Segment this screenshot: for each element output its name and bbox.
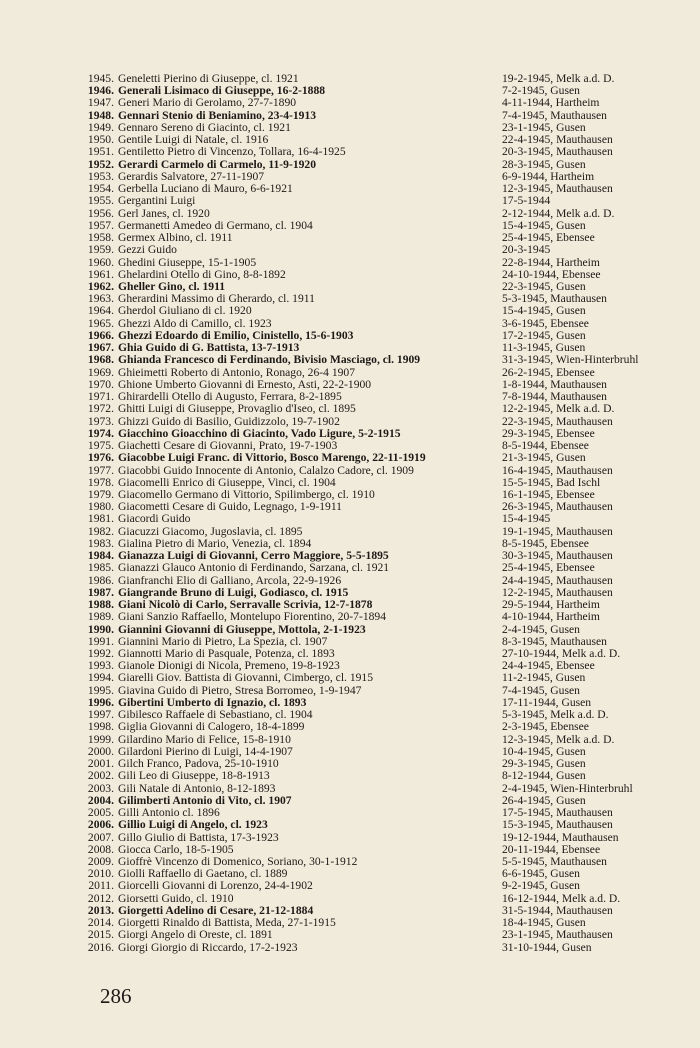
entry-death: 7-2-1945, Gusen bbox=[502, 85, 580, 98]
list-item bbox=[74, 868, 674, 880]
list-item bbox=[74, 416, 674, 428]
entry-number: 2012. bbox=[87, 891, 114, 905]
entry-death: 17-11-1944, Gusen bbox=[502, 696, 592, 709]
entry-person: Gillo Giulio di Battista, 17-3-1923 bbox=[118, 831, 279, 844]
entry-death: 17-5-1945, Mauthausen bbox=[502, 807, 613, 820]
entry-number: 1993. bbox=[87, 659, 114, 673]
list-item bbox=[74, 134, 674, 146]
entry-death: 6-9-1944, Hartheim bbox=[502, 170, 595, 183]
entry-number: 1991. bbox=[87, 634, 114, 648]
list-item bbox=[74, 770, 674, 782]
list-item bbox=[74, 342, 674, 354]
list-item bbox=[74, 208, 674, 220]
entry-number: 1971. bbox=[87, 390, 114, 404]
entry-person: Gennaro Sereno di Giacinto, cl. 1921 bbox=[118, 121, 291, 134]
entry-person: Gili Natale di Antonio, 8-12-1893 bbox=[118, 782, 276, 795]
entry-death: 17-5-1944 bbox=[502, 195, 551, 208]
entry-death: 7-4-1945, Mauthausen bbox=[502, 109, 607, 122]
list-item bbox=[74, 721, 674, 733]
list-item bbox=[74, 489, 674, 501]
entry-person: Giocca Carlo, 18-5-1905 bbox=[118, 843, 234, 856]
entry-person: Giorgi Angelo di Oreste, cl. 1891 bbox=[118, 929, 273, 942]
entry-person: Giacomelli Enrico di Giuseppe, Vinci, cl. 1904 bbox=[118, 476, 336, 489]
list-item bbox=[74, 465, 674, 477]
list-item bbox=[74, 220, 674, 232]
entry-number: 2000. bbox=[87, 744, 114, 758]
entry-number: 2001. bbox=[87, 757, 114, 771]
entry-death: 19-12-1944, Mauthausen bbox=[502, 831, 619, 844]
entry-person: Ghizzi Guido di Basilio, Guidizzolo, 19-7-1902 bbox=[118, 415, 340, 428]
list-item bbox=[74, 942, 674, 954]
entry-death: 22-3-1945, Gusen bbox=[502, 280, 586, 293]
entry-death: 15-4-1945, Gusen bbox=[502, 219, 586, 232]
list-item bbox=[74, 807, 674, 819]
entry-person: Giacchino Gioacchino di Giacinto, Vado Ligure, 5-2-1915 bbox=[118, 427, 401, 440]
list-item bbox=[74, 917, 674, 929]
entry-number: 1975. bbox=[87, 439, 114, 453]
entry-death: 31-10-1944, Gusen bbox=[502, 941, 592, 954]
list-item bbox=[74, 856, 674, 868]
list-item bbox=[74, 195, 674, 207]
list-item bbox=[74, 85, 674, 97]
entry-number: 2013. bbox=[87, 903, 114, 917]
list-item bbox=[74, 110, 674, 122]
list-item bbox=[74, 318, 674, 330]
entry-number: 1986. bbox=[87, 573, 114, 587]
entry-person: Giachetti Cesare di Giovanni, Prato, 19-7-1903 bbox=[118, 440, 338, 453]
entry-person: Giannini Giovanni di Giuseppe, Mottola, 2-1-1923 bbox=[118, 623, 366, 636]
entry-person: Giani Nicolò di Carlo, Serravalle Scrivia, 12-7-1878 bbox=[118, 599, 373, 612]
entry-person: Germanetti Amedeo di Germano, cl. 1904 bbox=[118, 219, 313, 232]
entry-person: Gerbella Luciano di Mauro, 6-6-1921 bbox=[118, 183, 293, 196]
list-item bbox=[74, 624, 674, 636]
entry-number: 1945. bbox=[87, 72, 114, 85]
entry-person: Giannotti Mario di Pasquale, Potenza, cl. 1893 bbox=[118, 648, 335, 661]
entry-person: Gili Leo di Giuseppe, 18-8-1913 bbox=[118, 770, 270, 783]
entry-person: Giorgi Giorgio di Riccardo, 17-2-1923 bbox=[118, 941, 298, 954]
entry-number: 2006. bbox=[87, 818, 114, 832]
entry-person: Ghitti Luigi di Giuseppe, Provaglio d'Iseo, cl. 1895 bbox=[118, 403, 356, 416]
entry-person: Gergantini Luigi bbox=[118, 195, 196, 208]
list-item bbox=[74, 367, 674, 379]
entry-death: 7-4-1945, Gusen bbox=[502, 684, 580, 697]
list-item bbox=[74, 183, 674, 195]
entry-number: 1976. bbox=[87, 451, 114, 465]
list-item bbox=[74, 893, 674, 905]
list-item bbox=[74, 428, 674, 440]
entry-death: 2-3-1945, Ebensee bbox=[502, 721, 589, 734]
entry-number: 2009. bbox=[87, 855, 114, 868]
list-item bbox=[74, 477, 674, 489]
entry-number: 1951. bbox=[87, 145, 114, 159]
entry-person: Gentiletto Pietro di Vincenzo, Tollara, 16-4-1925 bbox=[118, 146, 346, 159]
entry-person: Gheller Gino, cl. 1911 bbox=[118, 280, 226, 293]
entry-death: 30-3-1945, Mauthausen bbox=[502, 550, 613, 563]
entry-number: 1999. bbox=[87, 732, 114, 746]
entry-death: 25-4-1945, Ebensee bbox=[502, 232, 595, 245]
entry-death: 4-11-1944, Hartheim bbox=[502, 97, 600, 110]
entry-number: 1966. bbox=[87, 328, 114, 342]
entry-number: 1960. bbox=[87, 255, 114, 269]
list-item bbox=[74, 354, 674, 366]
entry-death: 16-4-1945, Mauthausen bbox=[502, 464, 613, 477]
entry-number: 1958. bbox=[87, 231, 114, 245]
entry-death: 17-2-1945, Gusen bbox=[502, 329, 586, 342]
entry-person: Gerardi Carmelo di Carmelo, 11-9-1920 bbox=[118, 158, 317, 171]
entry-person: Giacuzzi Giacomo, Jugoslavia, cl. 1895 bbox=[118, 525, 303, 538]
entry-person: Ghianda Francesco di Ferdinando, Bivisio Masciago, cl. 1909 bbox=[118, 354, 421, 367]
entry-person: Giorsetti Guido, cl. 1910 bbox=[118, 892, 234, 905]
entry-person: Gherardini Massimo di Gherardo, cl. 1911 bbox=[118, 293, 315, 306]
entry-number: 1995. bbox=[87, 683, 114, 697]
entry-number: 1953. bbox=[87, 169, 114, 183]
list-item bbox=[74, 880, 674, 892]
entry-death: 8-3-1945, Mauthausen bbox=[502, 635, 607, 648]
entry-death: 20-3-1945 bbox=[502, 244, 551, 257]
list-item bbox=[74, 526, 674, 538]
list-item bbox=[74, 122, 674, 134]
entry-death: 23-1-1945, Mauthausen bbox=[502, 929, 613, 942]
entry-number: 1989. bbox=[87, 610, 114, 624]
entry-death: 3-6-1945, Ebensee bbox=[502, 317, 589, 330]
list-item bbox=[74, 611, 674, 623]
list-item bbox=[74, 452, 674, 464]
entry-number: 1955. bbox=[87, 194, 114, 208]
entry-person: Gentile Luigi di Natale, cl. 1916 bbox=[118, 134, 269, 147]
entry-death: 28-3-1945, Gusen bbox=[502, 158, 586, 171]
entry-number: 1948. bbox=[87, 108, 114, 122]
entry-person: Geneletti Pierino di Giuseppe, cl. 1921 bbox=[118, 73, 299, 85]
entry-number: 1969. bbox=[87, 365, 114, 379]
list-item bbox=[74, 758, 674, 770]
list-item bbox=[74, 844, 674, 856]
entry-person: Gillio Luigi di Angelo, cl. 1923 bbox=[118, 819, 268, 832]
list-item bbox=[74, 795, 674, 807]
entry-person: Generali Lisimaco di Giuseppe, 16-2-1888 bbox=[118, 85, 326, 98]
list-item bbox=[74, 159, 674, 171]
entry-number: 1973. bbox=[87, 414, 114, 428]
list-item bbox=[74, 538, 674, 550]
entry-person: Giorcelli Giovanni di Lorenzo, 24-4-1902 bbox=[118, 880, 313, 893]
entry-death: 19-1-1945, Mauthausen bbox=[502, 525, 613, 538]
entry-death: 8-5-1945, Ebensee bbox=[502, 537, 589, 550]
entry-number: 1952. bbox=[87, 157, 114, 171]
list-item bbox=[74, 599, 674, 611]
entry-number: 1964. bbox=[87, 304, 114, 318]
entry-person: Ghirardelli Otello di Augusto, Ferrara, 8-2-1895 bbox=[118, 391, 342, 404]
list-item bbox=[74, 281, 674, 293]
entry-number: 1990. bbox=[87, 622, 114, 636]
entry-death: 21-3-1945, Gusen bbox=[502, 452, 586, 465]
entry-number: 1972. bbox=[87, 402, 114, 416]
entry-person: Ghieimetti Roberto di Antonio, Ronago, 26-4 1907 bbox=[118, 366, 356, 379]
entry-number: 2008. bbox=[87, 842, 114, 856]
entry-person: Gilch Franco, Padova, 25-10-1910 bbox=[118, 758, 279, 771]
entry-death: 20-3-1945, Mauthausen bbox=[502, 146, 613, 159]
entry-death: 18-4-1945, Gusen bbox=[502, 917, 586, 930]
entry-death: 24-4-1945, Mauthausen bbox=[502, 574, 613, 587]
entry-number: 1983. bbox=[87, 536, 114, 550]
list-item bbox=[74, 403, 674, 415]
entry-person: Ghione Umberto Giovanni di Ernesto, Asti, 22-2-1900 bbox=[118, 378, 372, 391]
entry-number: 1956. bbox=[87, 206, 114, 220]
entry-death: 23-1-1945, Gusen bbox=[502, 121, 586, 134]
entry-number: 2015. bbox=[87, 928, 114, 942]
entry-death: 5-5-1945, Mauthausen bbox=[502, 856, 607, 868]
entry-death: 5-3-1945, Melk a.d. D. bbox=[502, 709, 609, 722]
entry-death: 2-12-1944, Melk a.d. D. bbox=[502, 207, 615, 220]
list-item bbox=[74, 330, 674, 342]
entry-death: 12-3-1945, Melk a.d. D. bbox=[502, 733, 615, 746]
entry-number: 1957. bbox=[87, 218, 114, 232]
entry-number: 1997. bbox=[87, 708, 114, 722]
list-item bbox=[74, 746, 674, 758]
entry-person: Giacobbi Guido Innocente di Antonio, Calalzo Cadore, cl. 1909 bbox=[118, 464, 414, 477]
entry-number: 1981. bbox=[87, 512, 114, 526]
list-item bbox=[74, 685, 674, 697]
entry-number: 1994. bbox=[87, 671, 114, 685]
entry-death: 15-3-1945, Mauthausen bbox=[502, 819, 613, 832]
page-number: 286 bbox=[100, 984, 132, 1008]
entry-number: 2003. bbox=[87, 781, 114, 795]
entry-number: 1979. bbox=[87, 487, 114, 501]
entry-number: 1996. bbox=[87, 695, 114, 709]
entry-death: 24-4-1945, Ebensee bbox=[502, 660, 595, 673]
entry-person: Gilardoni Pierino di Luigi, 14-4-1907 bbox=[118, 745, 293, 758]
list-item bbox=[74, 513, 674, 525]
entry-death: 5-3-1945, Mauthausen bbox=[502, 293, 607, 306]
list-item bbox=[74, 244, 674, 256]
entry-death: 8-5-1944, Ebensee bbox=[502, 440, 589, 453]
list-item bbox=[74, 269, 674, 281]
entry-number: 2007. bbox=[87, 830, 114, 844]
entry-number: 1950. bbox=[87, 133, 114, 147]
entry-number: 2005. bbox=[87, 806, 114, 820]
deportee-list bbox=[74, 73, 674, 954]
list-item bbox=[74, 929, 674, 941]
entry-person: Gioffrè Vincenzo di Domenico, Soriano, 30-1-1912 bbox=[118, 856, 358, 868]
entry-person: Giarelli Giov. Battista di Giovanni, Cimbergo, cl. 1915 bbox=[118, 672, 374, 685]
entry-number: 1988. bbox=[87, 598, 114, 612]
entry-death: 19-2-1945, Melk a.d. D. bbox=[502, 73, 615, 85]
entry-death: 2-4-1945, Wien-Hinterbruhl bbox=[502, 782, 633, 795]
entry-death: 29-3-1945, Ebensee bbox=[502, 427, 595, 440]
entry-death: 11-2-1945, Gusen bbox=[502, 672, 586, 685]
list-item bbox=[74, 587, 674, 599]
list-item bbox=[74, 146, 674, 158]
entry-death: 27-10-1944, Melk a.d. D. bbox=[502, 648, 621, 661]
entry-number: 1949. bbox=[87, 120, 114, 134]
list-item bbox=[74, 379, 674, 391]
entry-death: 26-4-1945, Gusen bbox=[502, 794, 586, 807]
entry-person: Giglia Giovanni di Calogero, 18-4-1899 bbox=[118, 721, 305, 734]
list-item bbox=[74, 293, 674, 305]
entry-person: Giorgetti Rinaldo di Battista, Meda, 27-1-1915 bbox=[118, 917, 336, 930]
entry-person: Generi Mario di Gerolamo, 27-7-1890 bbox=[118, 97, 297, 110]
entry-death: 31-3-1945, Wien-Hinterbruhl bbox=[502, 354, 639, 367]
entry-death: 26-2-1945, Ebensee bbox=[502, 366, 595, 379]
entry-person: Giorgetti Adelino di Cesare, 21-12-1884 bbox=[118, 904, 314, 917]
entry-number: 1984. bbox=[87, 549, 114, 563]
entry-person: Gianfranchi Elio di Galliano, Arcola, 22-9-1926 bbox=[118, 574, 342, 587]
entry-death: 12-3-1945, Mauthausen bbox=[502, 183, 613, 196]
entry-number: 2016. bbox=[87, 940, 114, 954]
entry-death: 16-12-1944, Melk a.d. D. bbox=[502, 892, 621, 905]
list-item bbox=[74, 575, 674, 587]
list-item bbox=[74, 440, 674, 452]
entry-death: 16-1-1945, Ebensee bbox=[502, 488, 595, 501]
entry-number: 1947. bbox=[87, 96, 114, 110]
entry-death: 22-3-1945, Mauthausen bbox=[502, 415, 613, 428]
entry-death: 12-2-1945, Mauthausen bbox=[502, 586, 613, 599]
entry-person: Giacomello Germano di Vittorio, Spilimbergo, cl. 1910 bbox=[118, 488, 375, 501]
entry-person: Ghia Guido di G. Battista, 13-7-1913 bbox=[118, 342, 300, 355]
entry-person: Gilardino Mario di Felice, 15-8-1910 bbox=[118, 733, 291, 746]
list-item bbox=[74, 171, 674, 183]
entry-person: Ghezzi Edoardo di Emilio, Cinistello, 15-6-1903 bbox=[118, 329, 354, 342]
entry-number: 1967. bbox=[87, 341, 114, 355]
entry-number: 2004. bbox=[87, 793, 114, 807]
entry-person: Giacobbe Luigi Franc. di Vittorio, Bosco Marengo, 22-11-1919 bbox=[118, 452, 426, 465]
entry-number: 1968. bbox=[87, 353, 114, 367]
list-item bbox=[74, 305, 674, 317]
entry-death: 2-4-1945, Gusen bbox=[502, 623, 580, 636]
list-item bbox=[74, 232, 674, 244]
entry-death: 6-6-1945, Gusen bbox=[502, 868, 580, 881]
list-item bbox=[74, 73, 674, 85]
entry-person: Gilli Antonio cl. 1896 bbox=[118, 807, 220, 820]
entry-number: 1970. bbox=[87, 377, 114, 391]
list-item bbox=[74, 562, 674, 574]
entry-number: 2010. bbox=[87, 867, 114, 881]
entry-person: Gilimberti Antonio di Vito, cl. 1907 bbox=[118, 794, 292, 807]
entry-person: Giavina Guido di Pietro, Stresa Borromeo, 1-9-1947 bbox=[118, 684, 362, 697]
entry-number: 1962. bbox=[87, 279, 114, 293]
entry-number: 1980. bbox=[87, 500, 114, 514]
entry-death: 20-11-1944, Ebensee bbox=[502, 843, 601, 856]
entry-person: Gerardis Salvatore, 27-11-1907 bbox=[118, 170, 265, 183]
list-item bbox=[74, 697, 674, 709]
list-item bbox=[74, 819, 674, 831]
list-item bbox=[74, 832, 674, 844]
list-item bbox=[74, 660, 674, 672]
entry-death: 25-4-1945, Ebensee bbox=[502, 562, 595, 575]
entry-death: 8-12-1944, Gusen bbox=[502, 770, 586, 783]
entry-death: 7-8-1944, Mauthausen bbox=[502, 391, 607, 404]
entry-person: Giani Sanzio Raffaello, Montelupo Fiorentino, 20-7-1894 bbox=[118, 611, 387, 624]
entry-person: Ghelardini Otello di Gino, 8-8-1892 bbox=[118, 268, 286, 281]
list-item bbox=[74, 905, 674, 917]
entry-number: 1982. bbox=[87, 524, 114, 538]
entry-number: 1963. bbox=[87, 292, 114, 306]
entry-person: Giacordi Guido bbox=[118, 513, 191, 526]
entry-person: Giacometti Cesare di Guido, Legnago, 1-9-1911 bbox=[118, 501, 342, 514]
entry-person: Gherdol Giuliano di cl. 1920 bbox=[118, 305, 252, 318]
entry-person: Gialina Pietro di Mario, Venezia, cl. 1894 bbox=[118, 537, 312, 550]
list-item bbox=[74, 672, 674, 684]
entry-death: 1-8-1944, Mauthausen bbox=[502, 378, 607, 391]
entry-number: 1985. bbox=[87, 561, 114, 575]
entry-person: Gibilesco Raffaele di Sebastiano, cl. 1904 bbox=[118, 709, 313, 722]
entry-number: 2011. bbox=[88, 879, 114, 893]
entry-number: 1959. bbox=[87, 243, 114, 257]
entry-death: 24-10-1944, Ebensee bbox=[502, 268, 601, 281]
entry-number: 1965. bbox=[87, 316, 114, 330]
list-item bbox=[74, 391, 674, 403]
entry-death: 4-10-1944, Hartheim bbox=[502, 611, 600, 624]
entry-death: 15-4-1945 bbox=[502, 513, 551, 526]
entry-number: 1987. bbox=[87, 585, 114, 599]
entry-number: 2002. bbox=[87, 769, 114, 783]
entry-number: 1977. bbox=[87, 463, 114, 477]
entry-person: Giannini Mario di Pietro, La Spezia, cl. 1907 bbox=[118, 635, 328, 648]
entry-person: Gianazza Luigi di Giovanni, Cerro Maggiore, 5-5-1895 bbox=[118, 550, 389, 563]
entry-number: 1998. bbox=[87, 720, 114, 734]
entry-person: Gianole Dionigi di Nicola, Premeno, 19-8-1923 bbox=[118, 660, 340, 673]
entry-death: 10-4-1945, Gusen bbox=[502, 745, 586, 758]
list-item bbox=[74, 709, 674, 721]
entry-number: 1954. bbox=[87, 182, 114, 196]
entry-number: 1961. bbox=[87, 267, 114, 281]
entry-death: 22-8-1944, Hartheim bbox=[502, 256, 600, 269]
entry-number: 1992. bbox=[87, 647, 114, 661]
entry-number: 1974. bbox=[87, 426, 114, 440]
list-item bbox=[74, 648, 674, 660]
entry-death: 15-4-1945, Gusen bbox=[502, 305, 586, 318]
entry-person: Giangrande Bruno di Luigi, Godiasco, cl. 1915 bbox=[118, 586, 349, 599]
entry-death: 22-4-1945, Mauthausen bbox=[502, 134, 613, 147]
entry-death: 29-3-1945, Gusen bbox=[502, 758, 586, 771]
entry-person: Germex Albino, cl. 1911 bbox=[118, 232, 233, 245]
entry-person: Gezzi Guido bbox=[118, 244, 177, 257]
entry-person: Gennari Stenio di Beniamino, 23-4-1913 bbox=[118, 109, 317, 122]
entry-person: Ghedini Giuseppe, 15-1-1905 bbox=[118, 256, 257, 269]
entry-number: 1978. bbox=[87, 475, 114, 489]
list-item bbox=[74, 257, 674, 269]
entry-number: 2014. bbox=[87, 916, 114, 930]
list-item bbox=[74, 501, 674, 513]
list-item bbox=[74, 734, 674, 746]
entry-death: 12-2-1945, Melk a.d. D. bbox=[502, 403, 615, 416]
list-item bbox=[74, 783, 674, 795]
entry-death: 15-5-1945, Bad Ischl bbox=[502, 476, 601, 489]
entry-person: Gerl Janes, cl. 1920 bbox=[118, 207, 210, 220]
entry-number: 1946. bbox=[87, 84, 114, 98]
entry-death: 31-5-1944, Mauthausen bbox=[502, 904, 613, 917]
entry-person: Giolli Raffaello di Gaetano, cl. 1889 bbox=[118, 868, 288, 881]
entry-person: Gianazzi Glauco Antonio di Ferdinando, Sarzana, cl. 1921 bbox=[118, 562, 390, 575]
entry-death: 26-3-1945, Mauthausen bbox=[502, 501, 613, 514]
entry-death: 29-5-1944, Hartheim bbox=[502, 599, 600, 612]
entry-death: 11-3-1945, Gusen bbox=[502, 342, 586, 355]
entry-person: Gibertini Umberto di Ignazio, cl. 1893 bbox=[118, 696, 307, 709]
list-item bbox=[74, 97, 674, 109]
entry-death: 9-2-1945, Gusen bbox=[502, 880, 580, 893]
list-item bbox=[74, 550, 674, 562]
list-item bbox=[74, 636, 674, 648]
entry-person: Ghezzi Aldo di Camillo, cl. 1923 bbox=[118, 317, 272, 330]
